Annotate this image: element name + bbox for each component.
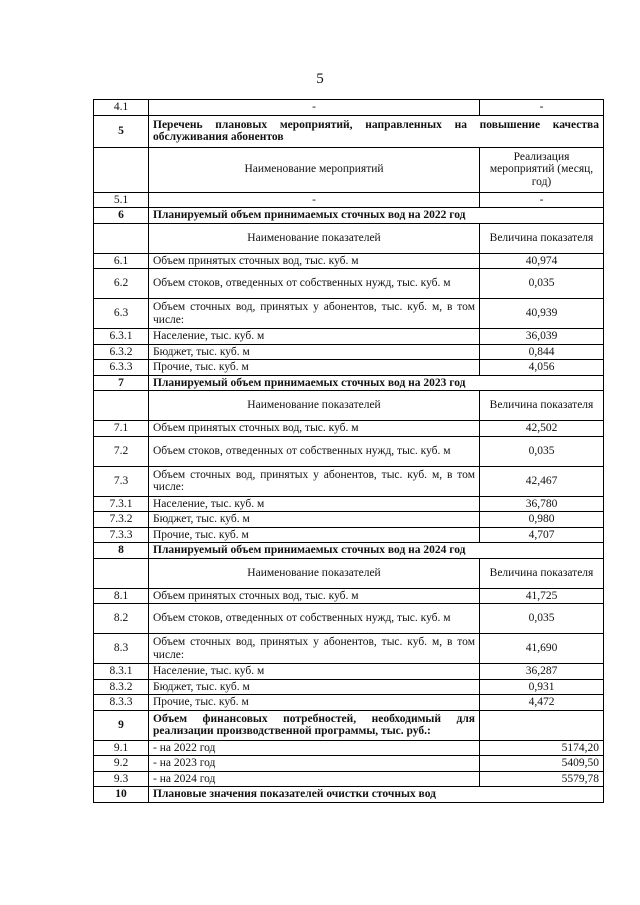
- column-header-name: Наименование показателей: [149, 558, 480, 588]
- table-row: [94, 695, 604, 711]
- indicator-value: 41,725: [480, 588, 604, 604]
- indicator-value: 40,939: [480, 299, 604, 329]
- indicator-value: 0,931: [480, 679, 604, 695]
- column-header-name: Наименование показателей: [149, 223, 480, 253]
- column-header-name: Наименование мероприятий: [149, 147, 480, 192]
- column-header-row: [94, 147, 604, 192]
- table-row: [94, 588, 604, 604]
- section-row: [94, 787, 604, 803]
- program-table: [93, 99, 604, 803]
- table-row: [94, 466, 604, 496]
- row-number: 7.3.2: [94, 512, 149, 528]
- indicator-value: -: [480, 100, 604, 116]
- row-number: 9.1: [94, 740, 149, 756]
- row-number: 4.1: [94, 100, 149, 116]
- section-title: Планируемый объем принимаемых сточных вод на 2022 год: [149, 208, 604, 224]
- table-row: [94, 604, 604, 634]
- row-number: 9.3: [94, 771, 149, 787]
- table-row: [94, 269, 604, 299]
- table-row: [94, 496, 604, 512]
- indicator-name: Объем сточных вод, принятых у абонентов, тыс. куб. м, в том числе:: [149, 634, 480, 664]
- column-header-value: Величина показателя: [480, 223, 604, 253]
- row-number: 5: [94, 115, 149, 147]
- indicator-name: Бюджет, тыс. куб. м: [149, 679, 480, 695]
- table-row: [94, 360, 604, 376]
- section-title: Перечень плановых мероприятий, направленных на повышение качества обслуживания абонентов: [149, 115, 604, 147]
- indicator-value: 0,980: [480, 512, 604, 528]
- indicator-value: 0,035: [480, 269, 604, 299]
- indicator-value: 0,844: [480, 344, 604, 360]
- row-number: 8.2: [94, 604, 149, 634]
- row-number: 7.1: [94, 421, 149, 437]
- section-title: Планируемый объем принимаемых сточных вод на 2024 год: [149, 543, 604, 559]
- column-header-row: [94, 391, 604, 421]
- indicator-value: -: [480, 192, 604, 208]
- indicator-value: 0,035: [480, 604, 604, 634]
- row-number: 7.2: [94, 436, 149, 466]
- table-row: [94, 100, 604, 116]
- indicator-name: Объем стоков, отведенных от собственных нужд, тыс. куб. м: [149, 269, 480, 299]
- row-number: 5.1: [94, 192, 149, 208]
- indicator-name: Прочие, тыс. куб. м: [149, 527, 480, 543]
- table-row: [94, 679, 604, 695]
- row-number: 7.3: [94, 466, 149, 496]
- table-row: [94, 299, 604, 329]
- indicator-name: - на 2022 год: [149, 740, 480, 756]
- indicator-name: Объем принятых сточных вод, тыс. куб. м: [149, 588, 480, 604]
- table-row: [94, 527, 604, 543]
- row-number: 10: [94, 787, 149, 803]
- indicator-name: Население, тыс. куб. м: [149, 329, 480, 345]
- indicator-name: Объем стоков, отведенных от собственных нужд, тыс. куб. м: [149, 604, 480, 634]
- indicator-name: Население, тыс. куб. м: [149, 496, 480, 512]
- indicator-name: Прочие, тыс. куб. м: [149, 695, 480, 711]
- indicator-value: 36,287: [480, 664, 604, 680]
- column-header-row: [94, 223, 604, 253]
- indicator-name: Население, тыс. куб. м: [149, 664, 480, 680]
- indicator-name: -: [149, 100, 480, 116]
- indicator-value: 36,780: [480, 496, 604, 512]
- indicator-name: Бюджет, тыс. куб. м: [149, 344, 480, 360]
- indicator-name: Прочие, тыс. куб. м: [149, 360, 480, 376]
- indicator-value: 5579,78: [480, 771, 604, 787]
- table-row: [94, 634, 604, 664]
- row-number: 7.3.3: [94, 527, 149, 543]
- row-number: 8: [94, 543, 149, 559]
- section-title: Плановые значения показателей очистки сточных вод: [149, 787, 604, 803]
- indicator-name: Объем сточных вод, принятых у абонентов, тыс. куб. м, в том числе:: [149, 299, 480, 329]
- section-row: [94, 543, 604, 559]
- page-number: 5: [316, 71, 324, 87]
- indicator-name: Объем стоков, отведенных от собственных нужд, тыс. куб. м: [149, 436, 480, 466]
- section-row: [94, 115, 604, 147]
- indicator-value: 42,467: [480, 466, 604, 496]
- indicator-name: Объем принятых сточных вод, тыс. куб. м: [149, 253, 480, 269]
- row-number: 6.2: [94, 269, 149, 299]
- table-row: [94, 710, 604, 740]
- table-row: [94, 512, 604, 528]
- row-number: 9.2: [94, 756, 149, 772]
- row-number: 8.3.2: [94, 679, 149, 695]
- table-row: [94, 253, 604, 269]
- table-row: [94, 192, 604, 208]
- table-row: [94, 329, 604, 345]
- table-row: [94, 436, 604, 466]
- indicator-value: 36,039: [480, 329, 604, 345]
- table-row: [94, 421, 604, 437]
- indicator-value: 0,035: [480, 436, 604, 466]
- indicator-name: -: [149, 192, 480, 208]
- row-number: 6.3.3: [94, 360, 149, 376]
- row-number: 7.3.1: [94, 496, 149, 512]
- row-number: [94, 391, 149, 421]
- indicator-name: Объем сточных вод, принятых у абонентов, тыс. куб. м, в том числе:: [149, 466, 480, 496]
- row-number: 9: [94, 710, 149, 740]
- section-title: Планируемый объем принимаемых сточных вод на 2023 год: [149, 375, 604, 391]
- row-number: 8.3.1: [94, 664, 149, 680]
- table-row: [94, 740, 604, 756]
- column-header-row: [94, 558, 604, 588]
- indicator-value: 4,056: [480, 360, 604, 376]
- row-number: 8.3.3: [94, 695, 149, 711]
- table-row: [94, 664, 604, 680]
- section-row: [94, 375, 604, 391]
- indicator-name: - на 2023 год: [149, 756, 480, 772]
- row-number: 6.3.1: [94, 329, 149, 345]
- row-number: 6.3: [94, 299, 149, 329]
- column-header-value: Реализация мероприятий (месяц, год): [480, 147, 604, 192]
- row-number: 7: [94, 375, 149, 391]
- indicator-value: 41,690: [480, 634, 604, 664]
- indicator-value: 5174,20: [480, 740, 604, 756]
- indicator-name: - на 2024 год: [149, 771, 480, 787]
- indicator-name: Бюджет, тыс. куб. м: [149, 512, 480, 528]
- indicator-value: 42,502: [480, 421, 604, 437]
- indicator-name: Объем принятых сточных вод, тыс. куб. м: [149, 421, 480, 437]
- indicator-value: 40,974: [480, 253, 604, 269]
- table-row: [94, 756, 604, 772]
- row-number: 6.3.2: [94, 344, 149, 360]
- row-number: 6.1: [94, 253, 149, 269]
- indicator-value: 4,707: [480, 527, 604, 543]
- row-number: 8.1: [94, 588, 149, 604]
- table-row: [94, 344, 604, 360]
- row-number: [94, 223, 149, 253]
- row-number: 6: [94, 208, 149, 224]
- column-header-value: Величина показателя: [480, 391, 604, 421]
- table-row: [94, 771, 604, 787]
- indicator-value: 5409,50: [480, 756, 604, 772]
- indicator-value: 4,472: [480, 695, 604, 711]
- row-number: [94, 558, 149, 588]
- column-header-name: Наименование показателей: [149, 391, 480, 421]
- indicator-name: Объем финансовых потребностей, необходимый для реализации производственной программы, тыс. руб.:: [149, 710, 480, 740]
- column-header-value: Величина показателя: [480, 558, 604, 588]
- row-number: 8.3: [94, 634, 149, 664]
- section-row: [94, 208, 604, 224]
- indicator-value: [480, 710, 604, 740]
- row-number: [94, 147, 149, 192]
